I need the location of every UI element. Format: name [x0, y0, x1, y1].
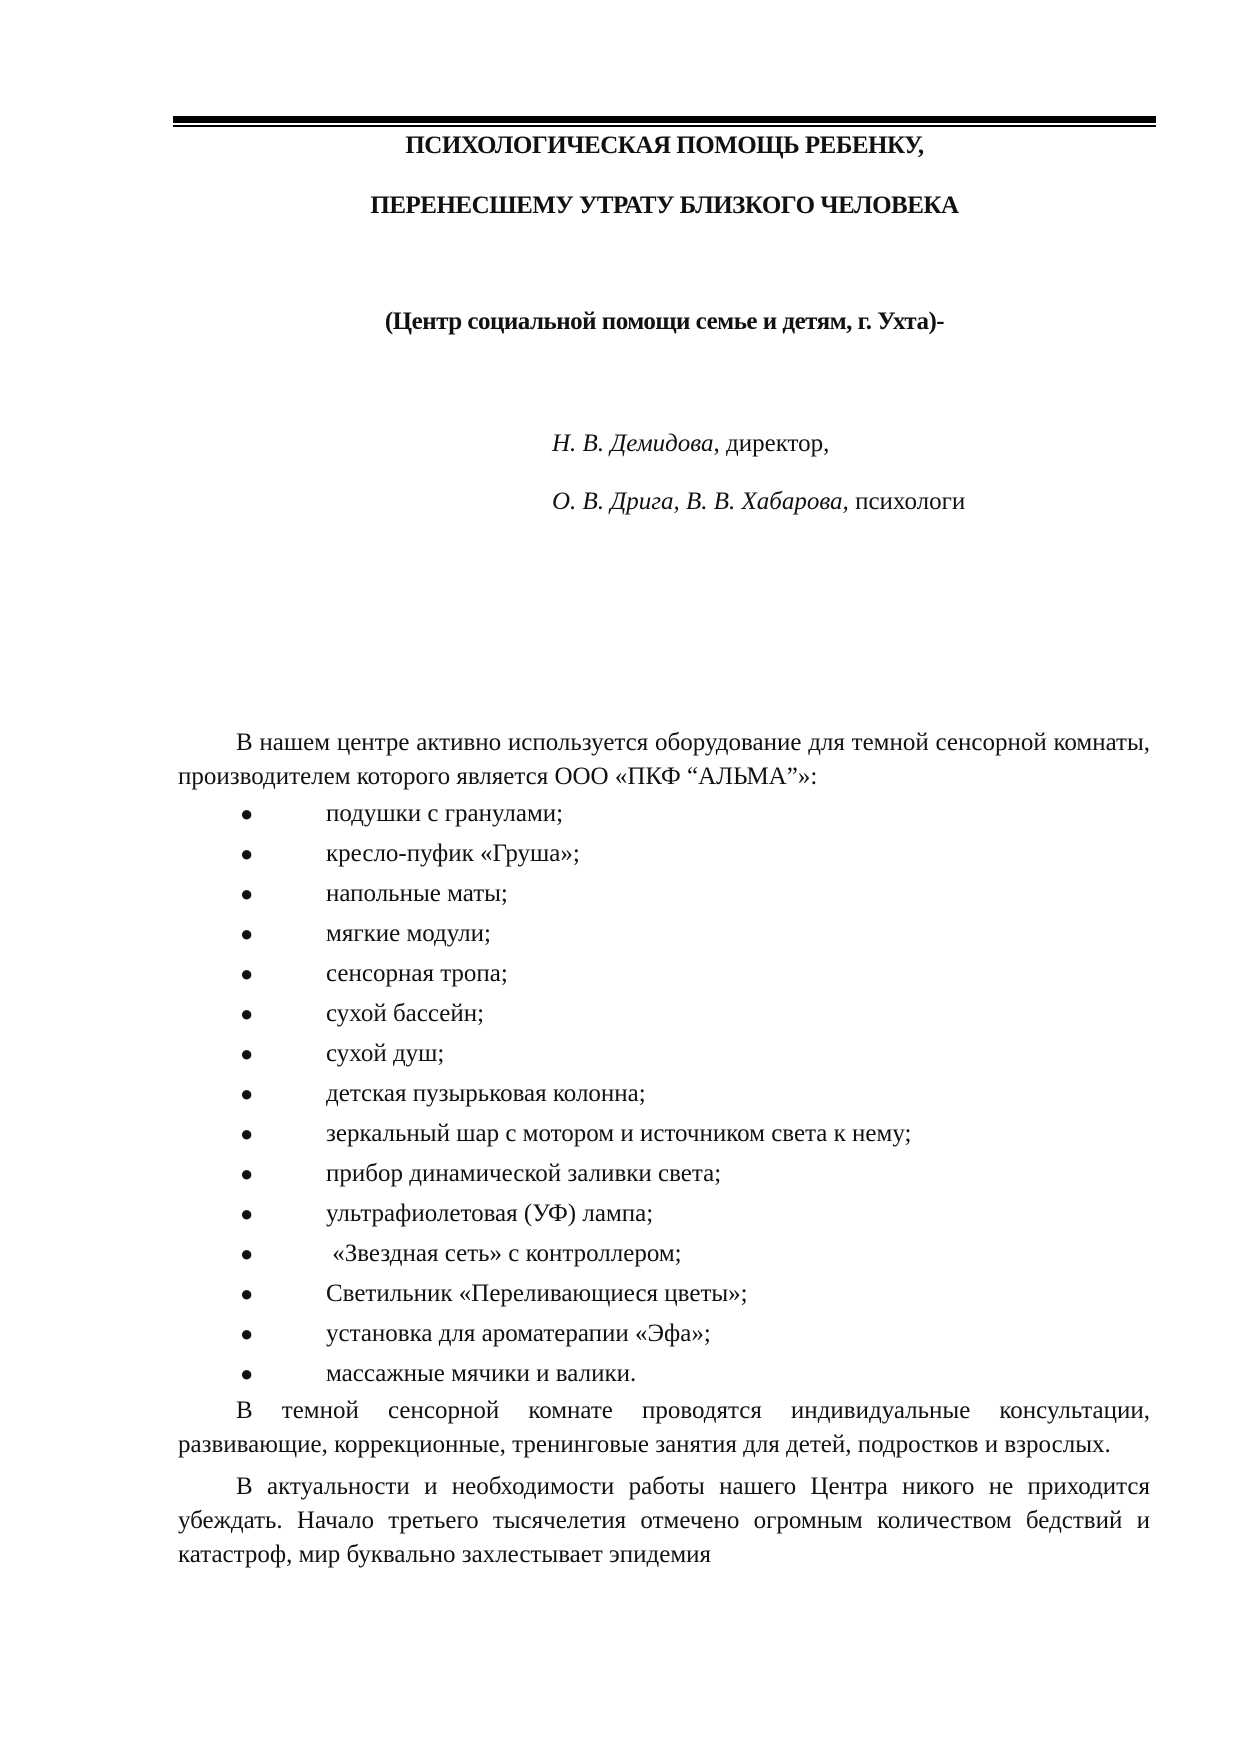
list-item: ● установка для ароматерапии «Эфа»;: [178, 1314, 1150, 1354]
author-names: Н. В. Демидова: [552, 430, 714, 457]
author-line-1: [552, 430, 829, 458]
body-paragraph-3: В актуальности и необходимости работы нашего Центра никого не приходится убеждать. Начало третьего тысячелетия отмечено огромным количеством бедствий и катастроф, мир буквально захлестывает эпидемия: [178, 1473, 1150, 1568]
author-names: О. В. Дрига, В. В. Хабарова,: [552, 488, 849, 515]
list-item: ● зеркальный шар с мотором и источником света к нему;: [178, 1114, 1150, 1154]
author-role: психологи: [848, 488, 966, 515]
list-item: ● «Звездная сеть» с контроллером;: [178, 1234, 1150, 1274]
bullet-icon: ●: [240, 1281, 254, 1306]
list-item: ● детская пузырьковая колонна;: [178, 1074, 1150, 1114]
list-item: ● подушки с гранулами;: [178, 794, 1150, 834]
author-role: , директор,: [713, 430, 830, 457]
bullet-icon: ●: [240, 1001, 254, 1026]
bullet-icon: ●: [240, 801, 254, 826]
equipment-list: [178, 794, 1150, 1394]
body-paragraph-2: В темной сенсорной комнате проводятся индивидуальные консультации, развивающие, коррекционные, тренинговые занятия для детей, подростков и взрослых.: [178, 1397, 1150, 1458]
list-item: ● сухой бассейн;: [178, 994, 1150, 1034]
list-item: ● сухой душ;: [178, 1034, 1150, 1074]
list-item: ● Светильник «Переливающиеся цветы»;: [178, 1274, 1150, 1314]
bullet-icon: ●: [240, 1201, 254, 1226]
organization-line: (Центр социальной помощи семье и детям, г. Ухта)-: [384, 308, 945, 335]
bullet-icon: ●: [240, 1161, 254, 1186]
bullet-icon: ●: [240, 1121, 254, 1146]
bullet-icon: ●: [240, 1321, 254, 1346]
bullet-icon: ●: [240, 881, 254, 906]
header-rule-thin: [173, 125, 1156, 127]
author-line-2: [552, 488, 965, 516]
list-item: ● напольные маты;: [178, 874, 1150, 914]
header-rule-thick: [173, 116, 1156, 123]
list-item: ● кресло-пуфик «Груша»;: [178, 834, 1150, 874]
document-body: [178, 726, 1150, 1572]
list-item: ● сенсорная тропа;: [178, 954, 1150, 994]
title-line-2: ПЕРЕНЕСШЕМУ УТРАТУ БЛИЗКОГО ЧЕЛОВЕКА: [370, 192, 959, 219]
intro-paragraph: В нашем центре активно используется оборудование для темной сенсорной комнаты, производителем которого является ООО «ПКФ “АЛЬМА”»:: [178, 729, 1150, 790]
bullet-icon: ●: [240, 1041, 254, 1066]
list-item: ● массажные мячики и валики.: [178, 1354, 1150, 1394]
title-line-1: ПСИХОЛОГИЧЕСКАЯ ПОМОЩЬ РЕБЕНКУ,: [405, 132, 924, 159]
bullet-icon: ●: [240, 1081, 254, 1106]
bullet-icon: ●: [240, 1241, 254, 1266]
bullet-icon: ●: [240, 921, 254, 946]
bullet-icon: ●: [240, 961, 254, 986]
bullet-icon: ●: [240, 1361, 254, 1386]
list-item: ● мягкие модули;: [178, 914, 1150, 954]
list-item: ● ультрафиолетовая (УФ) лампа;: [178, 1194, 1150, 1234]
list-item: ● прибор динамической заливки света;: [178, 1154, 1150, 1194]
bullet-icon: ●: [240, 841, 254, 866]
